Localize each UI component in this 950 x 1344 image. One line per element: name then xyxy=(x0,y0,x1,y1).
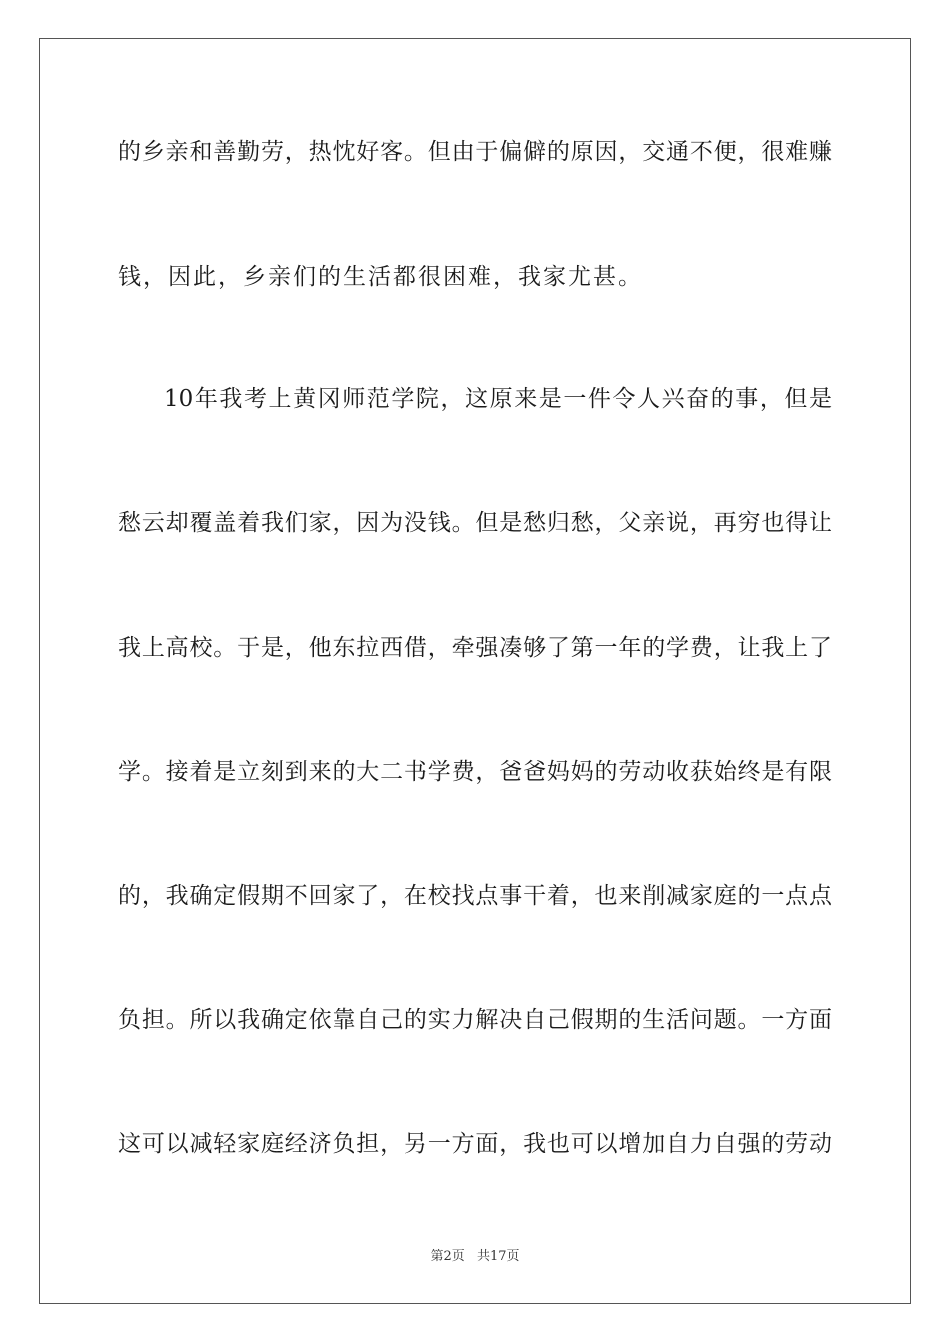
page-total: 共17页 xyxy=(476,1249,520,1264)
text-line-6: 学。接着是立刻到来的大二书学费，爸爸妈妈的劳动收获始终是有限 xyxy=(118,759,832,785)
text-line-1: 的乡亲和善勤劳，热忱好客。但由于偏僻的原因，交通不便，很难赚 xyxy=(118,139,832,165)
text-line-3: 10年我考上黄冈师范学院，这原来是一件令人兴奋的事，但是 xyxy=(164,386,832,412)
text-line-8: 负担。所以我确定依靠自己的实力解决自己假期的生活问题。一方面 xyxy=(118,1007,832,1033)
page-border xyxy=(39,38,911,1304)
text-line-5: 我上高校。于是，他东拉西借，牵强凑够了第一年的学费，让我上了 xyxy=(118,635,832,661)
text-line-7: 的，我确定假期不回家了，在校找点事干着，也来削减家庭的一点点 xyxy=(118,883,832,909)
text-line-9: 这可以减轻家庭经济负担，另一方面，我也可以增加自力自强的劳动 xyxy=(118,1131,832,1157)
page-footer xyxy=(0,1248,950,1266)
page-number: 第2页 xyxy=(430,1249,465,1264)
text-line-2: 钱，因此，乡亲们的生活都很困难，我家尤甚。 xyxy=(118,264,643,290)
text-line-4: 愁云却覆盖着我们家，因为没钱。但是愁归愁，父亲说，再穷也得让 xyxy=(118,510,832,536)
